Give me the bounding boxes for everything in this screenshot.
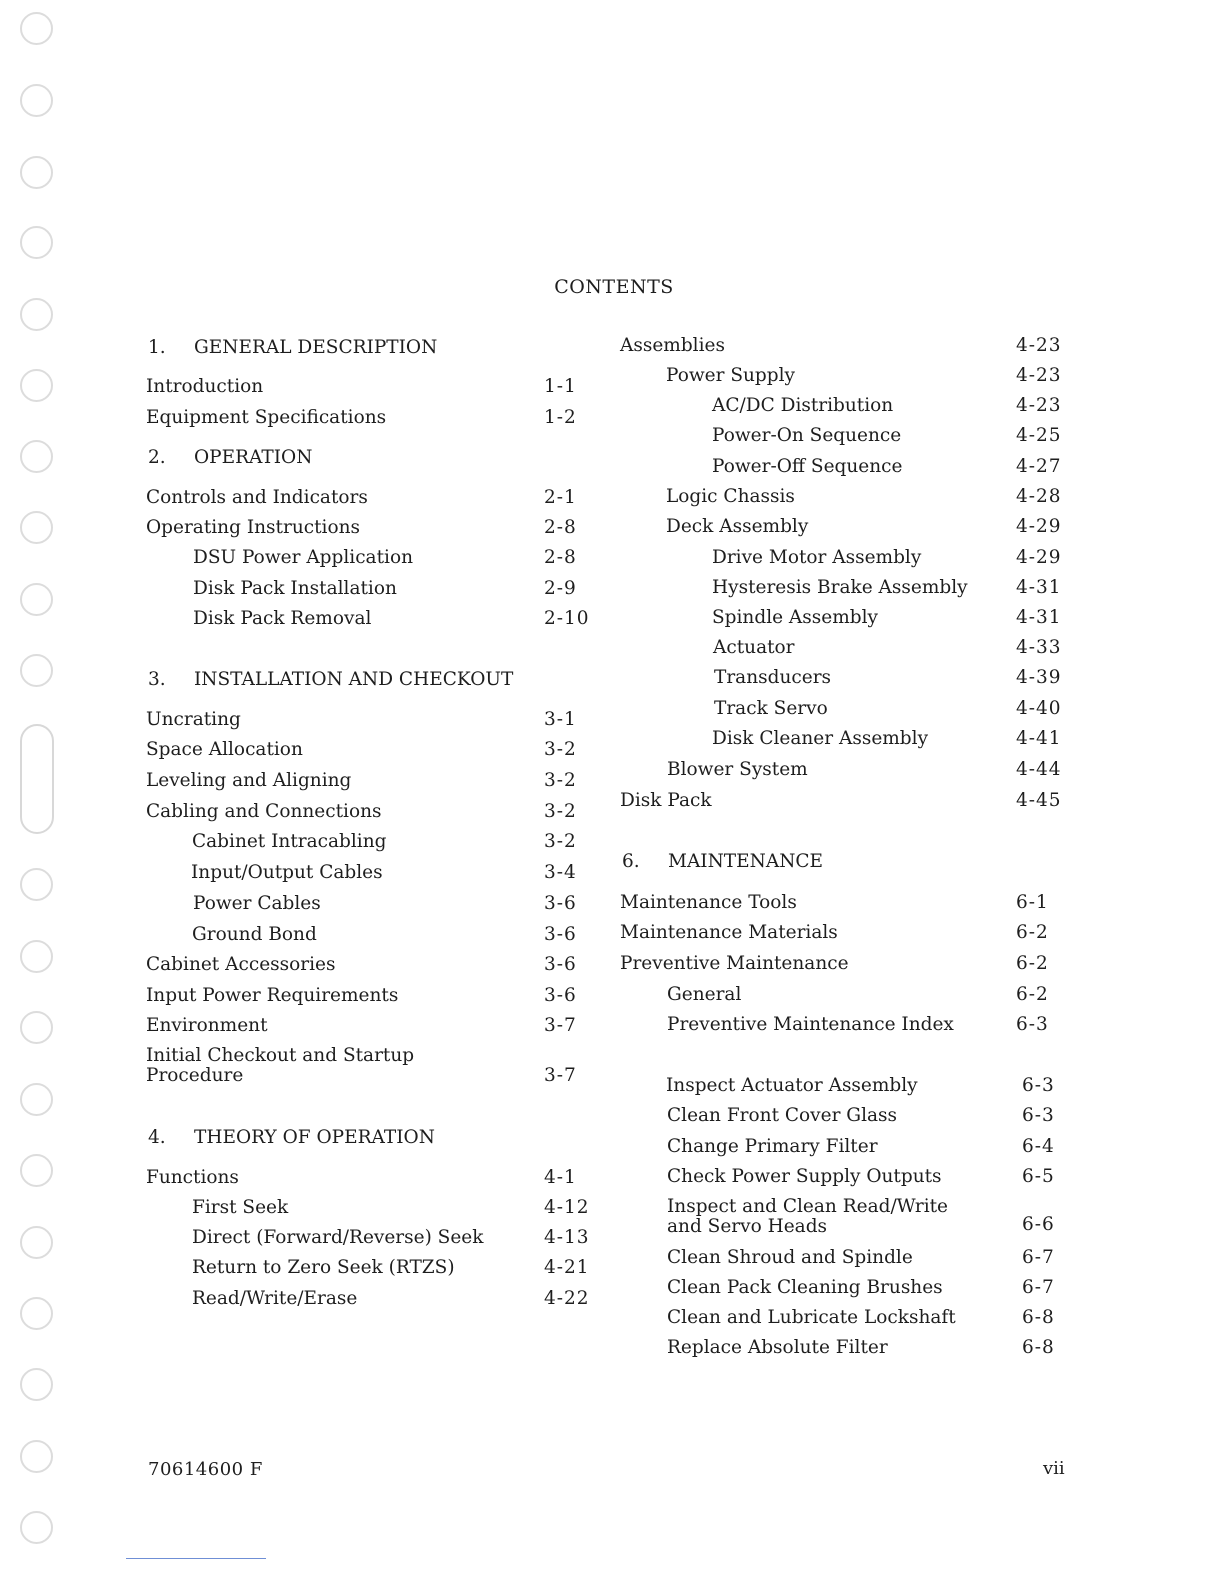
entry-label: Check Power Supply Outputs — [667, 1166, 942, 1187]
entry-page: 6-2 — [1016, 922, 1049, 943]
entry-page: 6-8 — [1022, 1337, 1055, 1358]
binder-hole — [20, 654, 53, 687]
entry-page: 6-7 — [1022, 1277, 1055, 1298]
entry-label: Maintenance Materials — [620, 922, 838, 943]
section-heading — [148, 448, 312, 468]
entry-label: Clean Pack Cleaning Brushes — [667, 1277, 943, 1298]
binder-hole — [20, 12, 53, 45]
entry-label: Clean Front Cover Glass — [667, 1105, 898, 1126]
toc-left-column — [146, 0, 606, 1584]
entry-label: Preventive Maintenance — [620, 953, 849, 974]
entry-page: 3-6 — [544, 893, 577, 914]
binder-hole — [20, 1297, 53, 1330]
section-number: 4. — [148, 1127, 166, 1148]
entry-page: 1-2 — [544, 407, 577, 428]
entry-page: 6-3 — [1022, 1105, 1055, 1126]
entry-label: Uncrating — [146, 709, 241, 730]
entry-label: Track Servo — [714, 698, 828, 719]
section-heading — [148, 338, 437, 358]
entry-label: Input Power Requirements — [146, 985, 399, 1006]
entry-page: 3-1 — [544, 709, 577, 730]
entry-label: Power-Off Sequence — [712, 456, 903, 477]
section-heading — [148, 670, 513, 690]
entry-page: 4-31 — [1016, 577, 1062, 598]
entry-label: Cabinet Intracabling — [192, 831, 387, 852]
entry-label: Clean and Lubricate Lockshaft — [667, 1307, 956, 1328]
entry-page: 3-6 — [544, 954, 577, 975]
page-number: vii — [1043, 1458, 1065, 1479]
document-number: 70614600 F — [148, 1459, 263, 1480]
entry-label: Environment — [146, 1015, 268, 1036]
entry-label: Blower System — [667, 759, 808, 780]
entry-label: Equipment Specifications — [146, 407, 387, 428]
section-title: MAINTENANCE — [668, 851, 824, 872]
section-title: THEORY OF OPERATION — [194, 1127, 435, 1148]
entry-page: 4-12 — [544, 1197, 590, 1218]
binder-hole — [20, 940, 53, 973]
entry-page: 6-8 — [1022, 1307, 1055, 1328]
entry-page: 4-25 — [1016, 425, 1062, 446]
entry-page: 4-13 — [544, 1227, 590, 1248]
entry-label: Deck Assembly — [666, 516, 809, 537]
entry-page: 4-40 — [1016, 698, 1062, 719]
entry-page: 2-8 — [544, 517, 577, 538]
entry-label: Disk Cleaner Assembly — [712, 728, 929, 749]
entry-page: 6-2 — [1016, 953, 1049, 974]
entry-label: Disk Pack Removal — [193, 608, 372, 629]
entry-page: 4-33 — [1016, 637, 1062, 658]
entry-label: General — [667, 984, 742, 1005]
entry-label: Change Primary Filter — [667, 1136, 878, 1157]
entry-page: 4-41 — [1016, 728, 1062, 749]
entry-page: 4-23 — [1016, 395, 1062, 416]
entry-page: 2-10 — [544, 608, 590, 629]
entry-label: Operating Instructions — [146, 517, 360, 538]
binder-hole — [20, 369, 53, 402]
entry-page: 4-39 — [1016, 667, 1062, 688]
binder-hole — [20, 583, 53, 616]
entry-label: Disk Pack Installation — [193, 578, 397, 599]
entry-page: 6-5 — [1022, 1166, 1055, 1187]
entry-label: Drive Motor Assembly — [712, 547, 922, 568]
entry-page: 2-1 — [544, 487, 577, 508]
entry-page: 3-4 — [544, 862, 577, 883]
binder-hole — [20, 1440, 53, 1473]
entry-label: AC/DC Distribution — [712, 395, 894, 416]
entry-label: Assemblies — [620, 335, 725, 356]
entry-page: 1-1 — [544, 376, 577, 397]
entry-label: Leveling and Aligning — [146, 770, 352, 791]
binder-hole — [20, 868, 53, 901]
entry-label: Cabinet Accessories — [146, 954, 336, 975]
entry-label: Power-On Sequence — [712, 425, 902, 446]
entry-page: 3-6 — [544, 985, 577, 1006]
entry-page: 3-7 — [544, 1015, 577, 1036]
entry-page: 3-2 — [544, 801, 577, 822]
bottom-rule — [126, 1558, 266, 1559]
entry-page: 6-3 — [1016, 1014, 1049, 1035]
entry-label: Cabling and Connections — [146, 801, 382, 822]
section-heading — [148, 1128, 435, 1148]
entry-page: 6-6 — [1022, 1214, 1055, 1235]
entry-label: Input/Output Cables — [191, 862, 383, 883]
entry-page: 3-2 — [544, 770, 577, 791]
entry-page: 3-2 — [544, 831, 577, 852]
section-heading — [622, 852, 823, 872]
entry-label: Transducers — [714, 667, 832, 688]
entry-page: 4-29 — [1016, 516, 1062, 537]
entry-page: 3-6 — [544, 924, 577, 945]
entry-label: Functions — [146, 1167, 239, 1188]
section-number: 3. — [148, 669, 166, 690]
binder-hole — [20, 440, 53, 473]
entry-page: 4-21 — [544, 1257, 590, 1278]
binder-hole — [20, 226, 53, 259]
entry-page: 3-7 — [544, 1065, 577, 1086]
binder-hole — [20, 1011, 53, 1044]
section-number: 6. — [622, 851, 640, 872]
entry-label: Logic Chassis — [666, 486, 795, 507]
entry-page: 3-2 — [544, 739, 577, 760]
binder-hole — [20, 1083, 53, 1116]
entry-page: 4-44 — [1016, 759, 1062, 780]
entry-label: Spindle Assembly — [712, 607, 878, 628]
entry-label: Return to Zero Seek (RTZS) — [192, 1257, 455, 1278]
entry-label: Power Cables — [193, 893, 321, 914]
toc-right-column — [620, 0, 1080, 1584]
entry-page: 4-31 — [1016, 607, 1062, 628]
entry-label: First Seek — [192, 1197, 289, 1218]
entry-label: Actuator — [713, 637, 795, 658]
entry-label: Replace Absolute Filter — [667, 1337, 888, 1358]
entry-label: Power Supply — [666, 365, 795, 386]
section-number: 2. — [148, 447, 166, 468]
entry-page: 4-23 — [1016, 365, 1062, 386]
entry-label: Disk Pack — [620, 790, 712, 811]
entry-label: Preventive Maintenance Index — [667, 1014, 954, 1035]
binder-hole — [20, 1511, 53, 1544]
entry-page: 4-45 — [1016, 790, 1062, 811]
binder-hole — [20, 511, 53, 544]
entry-label: DSU Power Application — [193, 547, 413, 568]
binder-hole — [20, 156, 53, 189]
entry-page: 4-23 — [1016, 335, 1062, 356]
entry-page: 2-8 — [544, 547, 577, 568]
entry-page: 6-4 — [1022, 1136, 1055, 1157]
binder-hole — [20, 84, 53, 117]
entry-page: 6-1 — [1016, 892, 1049, 913]
entry-page: 4-22 — [544, 1288, 590, 1309]
entry-label: Inspect Actuator Assembly — [666, 1075, 918, 1096]
page-title: CONTENTS — [554, 276, 674, 298]
entry-label: Controls and Indicators — [146, 487, 368, 508]
entry-label: Introduction — [146, 376, 264, 397]
entry-page: 6-2 — [1016, 984, 1049, 1005]
entry-label: Clean Shroud and Spindle — [667, 1247, 913, 1268]
binder-slot — [20, 724, 54, 834]
binder-hole — [20, 1226, 53, 1259]
entry-page: 6-3 — [1022, 1075, 1055, 1096]
entry-page: 2-9 — [544, 578, 577, 599]
entry-label: Initial Checkout and Startup Procedure — [146, 1045, 415, 1086]
entry-label: Direct (Forward/Reverse) Seek — [192, 1227, 484, 1248]
section-number: 1. — [148, 337, 166, 358]
entry-label: Maintenance Tools — [620, 892, 797, 913]
entry-label: Read/Write/Erase — [192, 1288, 358, 1309]
binder-hole — [20, 1154, 53, 1187]
entry-page: 4-1 — [544, 1167, 577, 1188]
entry-page: 4-27 — [1016, 456, 1062, 477]
entry-label: Ground Bond — [192, 924, 317, 945]
entry-label: Space Allocation — [146, 739, 303, 760]
binder-hole — [20, 298, 53, 331]
section-title: OPERATION — [194, 447, 313, 468]
entry-page: 6-7 — [1022, 1247, 1055, 1268]
binder-hole — [20, 1368, 53, 1401]
section-title: INSTALLATION AND CHECKOUT — [194, 669, 514, 690]
entry-page: 4-29 — [1016, 547, 1062, 568]
entry-label: Hysteresis Brake Assembly — [712, 577, 968, 598]
entry-label: Inspect and Clean Read/Write and Servo Heads — [667, 1196, 949, 1237]
entry-page: 4-28 — [1016, 486, 1062, 507]
section-title: GENERAL DESCRIPTION — [194, 337, 438, 358]
